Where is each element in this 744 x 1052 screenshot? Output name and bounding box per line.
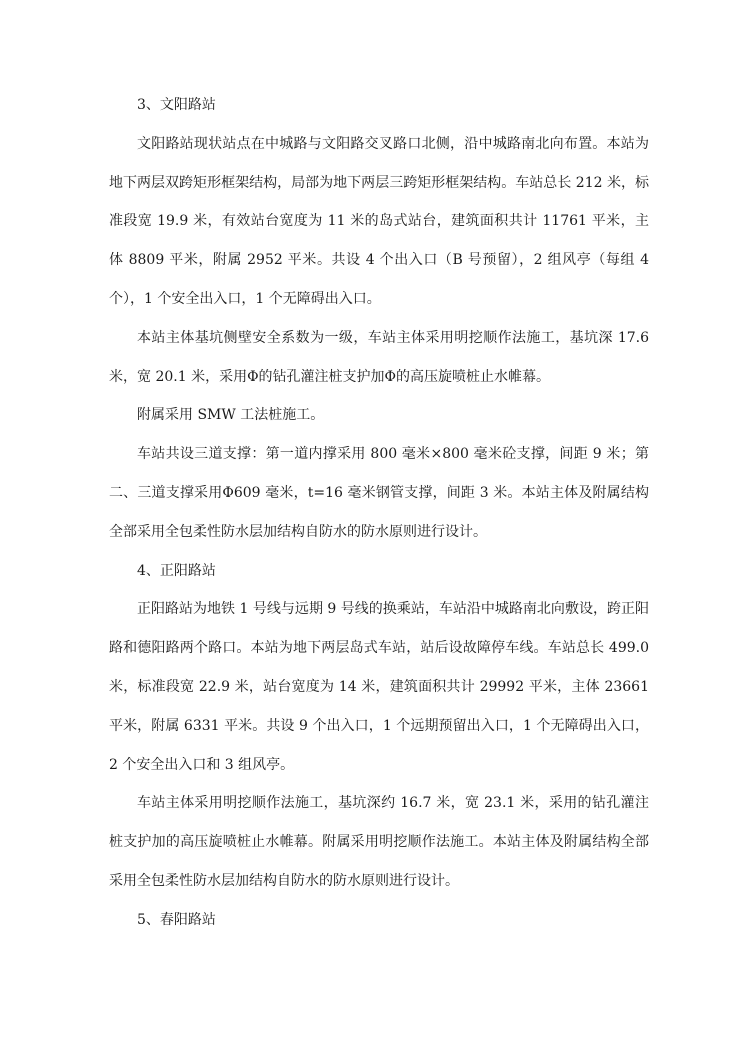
paragraph-wenyang-overview: 文阳路站现状站点在中城路与文阳路交叉路口北侧，沿中城路南北向布置。本站为地下两层双跨矩形框架结构，局部为地下两层三跨矩形框架结构。车站总长 212 米，标准段宽 19.9 米，有效站台宽度为 11 米的岛式站台，建筑面积共计 11761 平米，主体 8809 平米，附属 2952 平米。共设 4 个出入口（B 号预留），2 组风亭（每组 4 个），1 个安全出入口，1 个无障碍出入口。 <box>109 135 649 307</box>
paragraph-wenyang-smw: 附属采用 SMW 工法桩施工。 <box>137 407 325 424</box>
document-body <box>109 86 649 940</box>
section-heading-wenyang-station: 3、文阳路站 <box>137 97 216 113</box>
paragraph-wenyang-pit: 本站主体基坑侧壁安全系数为一级，车站主体采用明挖顺作法施工，基坑深 17.6 米，宽 20.1 米，采用Φ的钻孔灌注桩支护加Φ的高压旋喷桩止水帷幕。 <box>109 329 649 385</box>
paragraph-zhengyang-overview: 正阳路站为地铁 1 号线与远期 9 号线的换乘站，车站沿中城路南北向敷设，跨正阳路和德阳路两个路口。本站为地下两层岛式车站，站后设故障停车线。车站总长 499.0 米，标准段宽 22.9 米，站台宽度为 14 米，建筑面积共计 29992 平米，主体 23661 平米，附属 6331 平米。共设 9 个出入口，1 个远期预留出入口，1 个无障碍出入口，2 个安全出入口和 3 组风亭。 <box>109 601 649 773</box>
paragraph-zhengyang-construction: 车站主体采用明挖顺作法施工，基坑深约 16.7 米，宽 23.1 米，采用的钻孔灌注桩支护加的高压旋喷桩止水帷幕。附属采用明挖顺作法施工。本站主体及附属结构全部采用全包柔性防水层加结构自防水的防水原则进行设计。 <box>109 795 649 889</box>
section-heading-zhengyang-station: 4、正阳路站 <box>137 562 216 579</box>
section-heading-chunyang-station: 5、春阳路站 <box>137 911 216 928</box>
paragraph-wenyang-supports: 车站共设三道支撑：第一道内撑采用 800 毫米×800 毫米砼支撑，间距 9 米；第二、三道支撑采用Φ609 毫米，t=16 毫米钢管支撑，间距 3 米。本站主体及附属结构全部采用全包柔性防水层加结构自防水的防水原则进行设计。 <box>109 446 649 540</box>
